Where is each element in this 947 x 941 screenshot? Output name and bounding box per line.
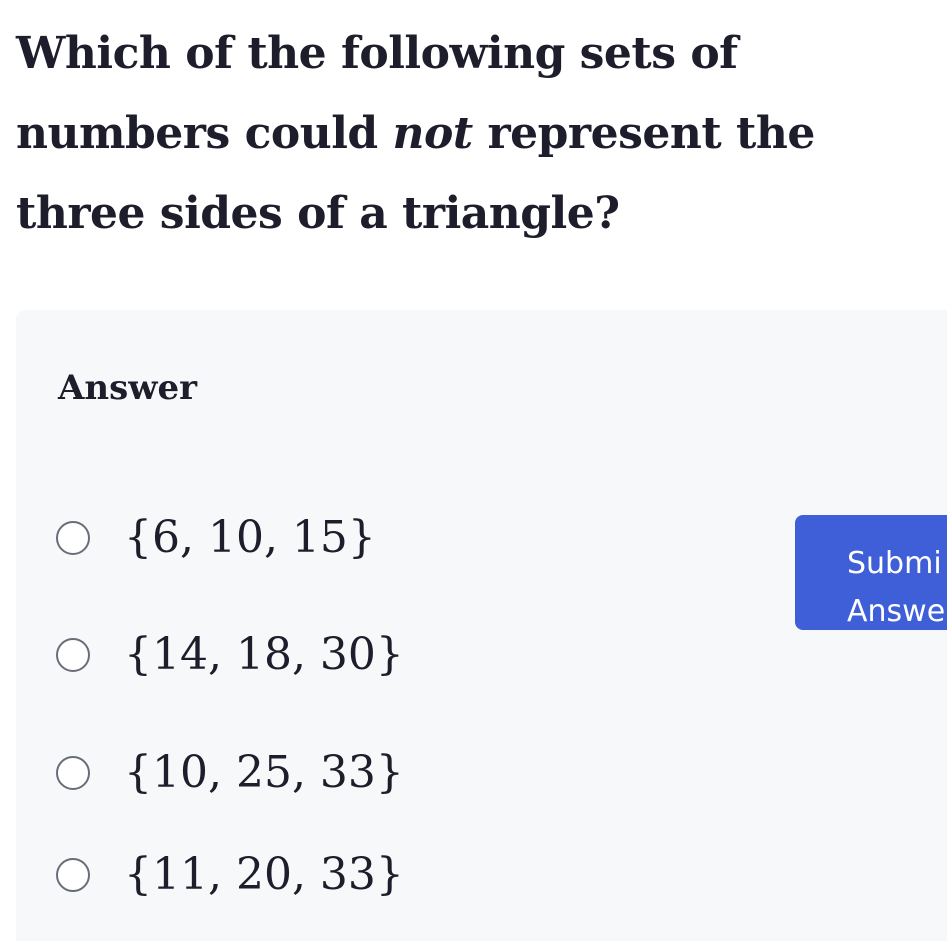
question-text-start: Which of the following sets of numbers could — [16, 28, 738, 159]
answer-options — [16, 310, 776, 941]
answer-option-label: {14, 18, 30} — [124, 629, 404, 680]
answer-option-label: {6, 10, 15} — [124, 512, 376, 563]
answer-option[interactable] — [56, 508, 376, 568]
answer-panel — [16, 310, 947, 941]
answer-option-label: {11, 20, 33} — [124, 849, 404, 900]
radio-button[interactable] — [56, 756, 90, 790]
submit-answer-button[interactable] — [795, 515, 947, 630]
question-text — [16, 14, 941, 254]
radio-button[interactable] — [56, 638, 90, 672]
answer-option[interactable] — [56, 845, 404, 905]
answer-heading: Answer — [58, 368, 198, 408]
radio-button[interactable] — [56, 858, 90, 892]
answer-option[interactable] — [56, 625, 404, 685]
submit-button-label-line1: Submi — [847, 546, 942, 581]
answer-option-label: {10, 25, 33} — [124, 747, 404, 798]
radio-button[interactable] — [56, 521, 90, 555]
submit-button-label-line2: Answe — [847, 594, 946, 629]
answer-option[interactable] — [56, 743, 404, 803]
question-text-end: represent the three sides of a triangle? — [16, 108, 815, 239]
question-emphasis: not — [392, 108, 473, 159]
